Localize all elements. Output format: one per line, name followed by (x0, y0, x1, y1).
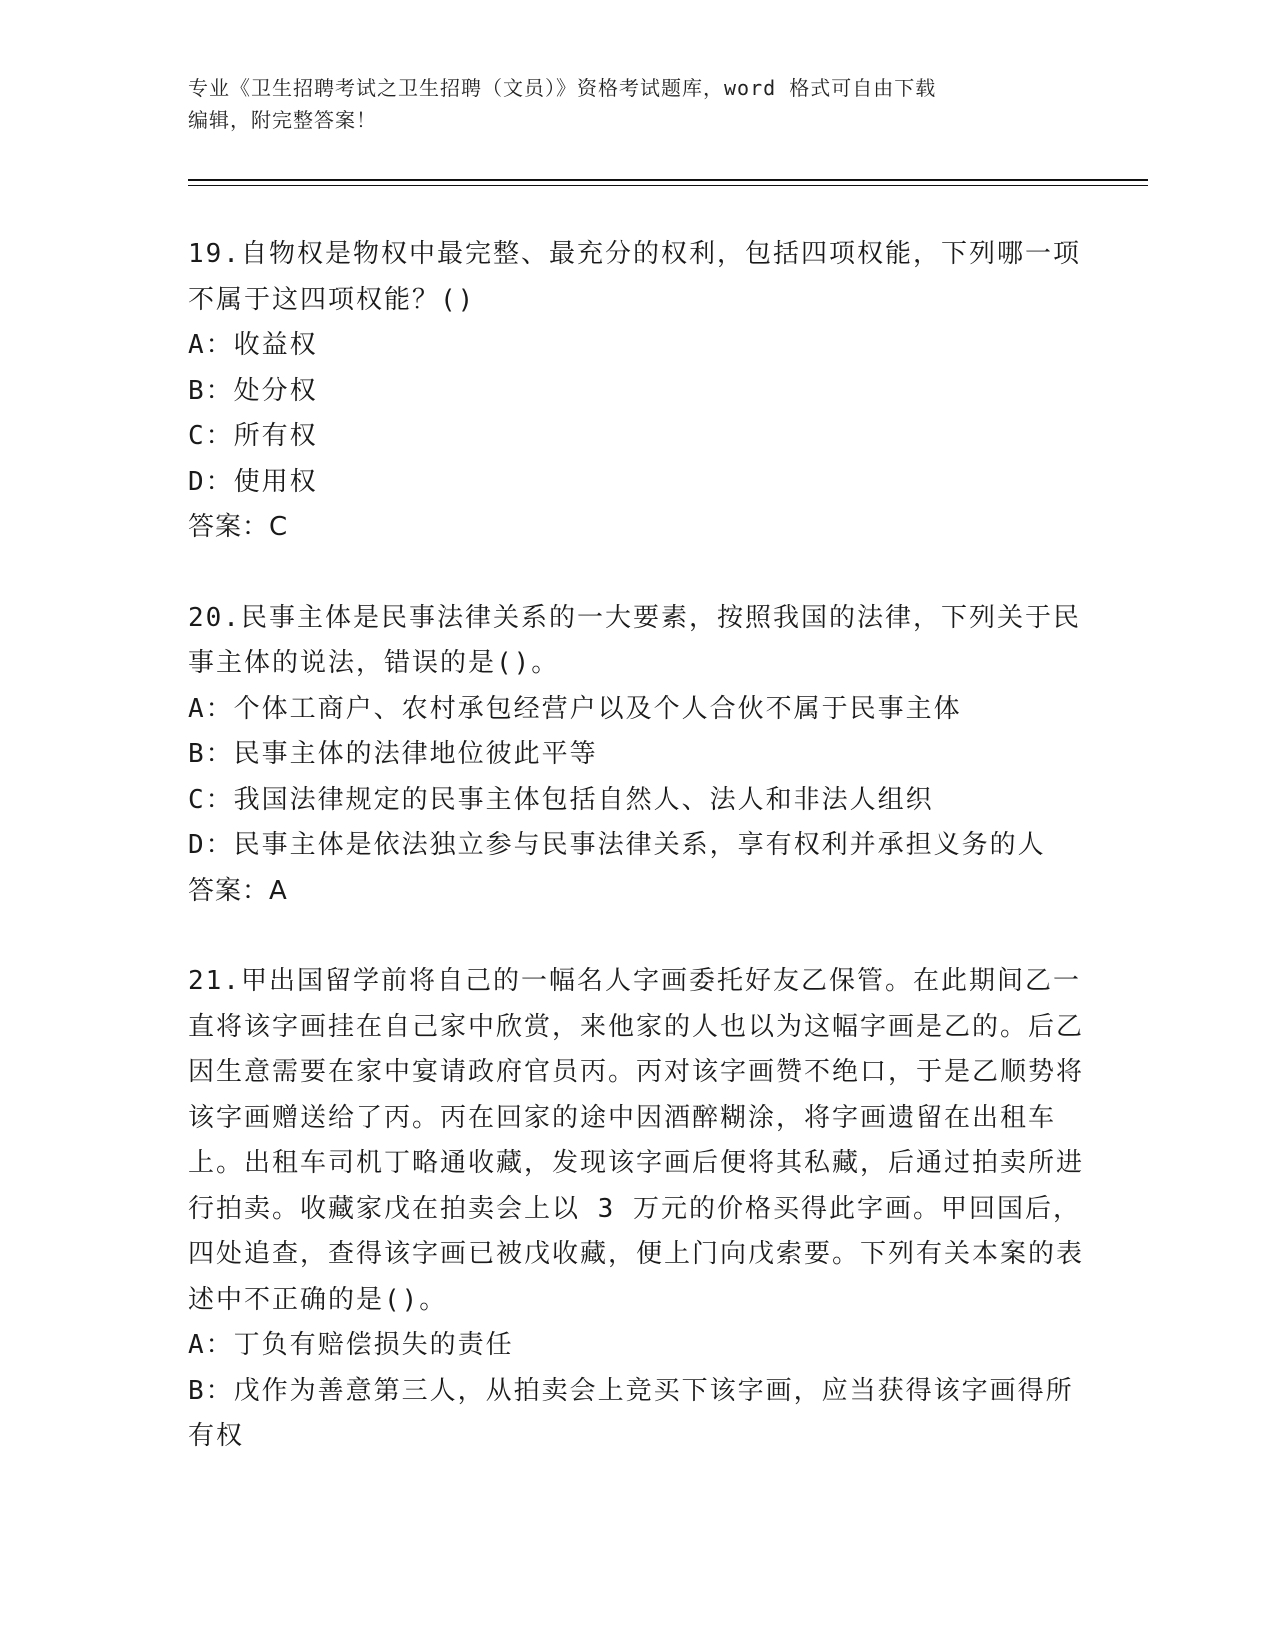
option-a: A：丁负有赔偿损失的责任 (188, 1330, 514, 1360)
option-a: A：收益权 (188, 330, 318, 360)
option-b: B：处分权 (188, 375, 318, 406)
option-d: D：民事主体是依法独立参与民事法律关系，享有权利并承担义务的人 (188, 830, 1046, 860)
question-text: 21.甲出国留学前将自己的一幅名人字画委托好友乙保管。在此期间乙一直将该字画挂在自己家中欣赏，来他家的人也以为这幅字画是乙的。后乙因生意需要在家中宴请政府官员丙。丙对该字画赞不绝口，于是乙顺势将该字画赠送给了丙。丙在回家的途中因酒醉糊涂，将字画遗留在出租车上。出租车司机丁略通收藏，发现该字画后便将其私藏，后通过拍卖所进行拍卖。收藏家戊在拍卖会上以 3 万元的价格买得此字画。甲回国后，四处追查，查得该字画已被戊收藏，便上门向戊索要。下列有关本案的表述中不正确的是()。 (188, 966, 1085, 1315)
question-text: 20.民事主体是民事法律关系的一大要素，按照我国的法律，下列关于民事主体的说法，错误的是()。 (188, 602, 1081, 678)
header-line-1: 专业《卫生招聘考试之卫生招聘（文员）》资格考试题库，word 格式可自由下载 (188, 76, 937, 100)
option-a: A：个体工商户、农村承包经营户以及个人合伙不属于民事主体 (188, 693, 962, 724)
document-header (188, 72, 1068, 136)
option-c: C：我国法律规定的民事主体包括自然人、法人和非法人组织 (188, 784, 934, 815)
header-divider-thin (188, 185, 1148, 186)
question-text: 19.自物权是物权中最完整、最充分的权利，包括四项权能，下列哪一项不属于这四项权能？() (188, 239, 1081, 315)
question-list (188, 232, 1088, 1505)
question-21 (188, 959, 1088, 1460)
question-19 (188, 232, 1088, 551)
option-c: C：所有权 (188, 421, 318, 451)
option-b: B：民事主体的法律地位彼此平等 (188, 739, 598, 769)
answer: 答案：A (188, 875, 288, 906)
option-b: B：戊作为善意第三人，从拍卖会上竞买下该字画，应当获得该字画得所有权 (188, 1375, 1074, 1451)
answer: 答案：C (188, 512, 289, 542)
question-20 (188, 596, 1088, 915)
header-line-2: 编辑，附完整答案！ (188, 108, 377, 132)
option-d: D：使用权 (188, 466, 318, 497)
header-divider-thick (188, 179, 1148, 181)
